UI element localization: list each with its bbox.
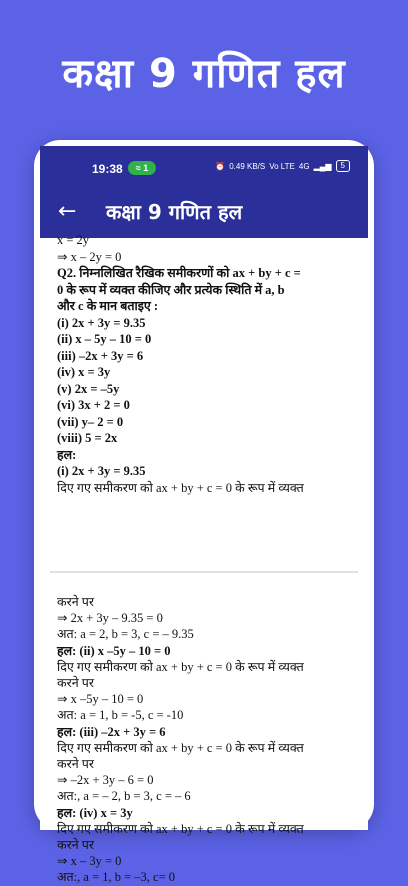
text-line: करने पर [57, 676, 94, 691]
content-area[interactable] [40, 233, 368, 885]
text-line: अत:, a = 1, b = –3, c= 0 [57, 870, 176, 885]
signal-icon: ▂▄▆ [313, 161, 332, 171]
text-line: ⇒ –2x + 3y – 6 = 0 [57, 773, 154, 788]
promo-title: कक्षा 9 गणित हल [62, 51, 346, 97]
text-line: ⇒ x –5y – 10 = 0 [57, 692, 144, 707]
solution-heading: हल: (iv) x = 3y [57, 805, 133, 820]
list-item: (iv) x = 3y [57, 365, 111, 379]
text-line: ⇒ x – 3y = 0 [57, 854, 122, 869]
divider [50, 571, 358, 573]
app-title: कक्षा 9 गणित हल [106, 200, 243, 224]
volte-indicator: Vo LTE [269, 161, 295, 171]
alarm-icon: ⏰ [215, 161, 226, 171]
solution-line: (i) 2x + 3y = 9.35 [57, 464, 146, 478]
text-line: अत: a = 1, b = -5, c = -10 [57, 708, 184, 723]
text-line: करने पर [57, 838, 94, 853]
list-item: (viii) 5 = 2x [57, 431, 118, 445]
list-item: (vii) y– 2 = 0 [57, 414, 124, 429]
back-arrow-icon[interactable]: ← [58, 199, 77, 224]
list-item: (i) 2x + 3y = 9.35 [57, 315, 146, 330]
app-bar [40, 186, 368, 238]
text-line: दिए गए समीकरण को ax + by + c = 0 के रूप में व्यक्त [57, 740, 304, 755]
solution-block [57, 594, 357, 886]
solution-heading: हल: (ii) x –5y – 10 = 0 [57, 643, 171, 658]
list-item: (v) 2x = –5y [57, 381, 120, 396]
speed-indicator: 0.49 KB/S [229, 161, 266, 171]
battery-icon: 5 [336, 160, 350, 172]
text-line: करने पर [57, 595, 94, 609]
text-line: ⇒ 2x + 3y – 9.35 = 0 [57, 611, 163, 626]
network-badge: ≈ 1 [128, 161, 156, 175]
text-line: x = 2y [57, 233, 90, 247]
text-line: ⇒ x – 2y = 0 [57, 249, 122, 264]
phone-screen [40, 146, 368, 885]
status-bar [40, 146, 368, 186]
text-line: करने पर [57, 757, 94, 772]
solution-heading: हल: (iii) –2x + 3y = 6 [57, 724, 166, 739]
text-line: अत:, a = – 2, b = 3, c = – 6 [57, 789, 191, 804]
text-line: दिए गए समीकरण को ax + by + c = 0 के रूप में व्यक्त [57, 480, 304, 495]
text-line: अत: a = 2, b = 3, c = – 9.35 [57, 627, 194, 642]
question-text: और c के मान बताइए : [57, 299, 159, 313]
list-item: (iii) –2x + 3y = 6 [57, 348, 144, 363]
solution-heading: हल: [57, 447, 77, 462]
phone-frame [34, 140, 374, 885]
text-line: दिए गए समीकरण को ax + by + c = 0 के रूप में व्यक्त [57, 659, 304, 674]
network-type: 4G [298, 161, 310, 171]
list-item: (ii) x – 5y – 10 = 0 [57, 332, 152, 346]
question-text: Q2. निम्नलिखित रैखिक समीकरणों को ax + by + c = [57, 266, 301, 280]
text-line: दिए गए समीकरण को ax + by + c = 0 के रूप में व्यक्त [57, 821, 304, 836]
status-right [215, 160, 350, 172]
question-text: 0 के रूप में व्यक्त कीजिए और प्रत्येक स्थिति में a, b [57, 282, 285, 297]
question-block [57, 232, 357, 496]
status-time: 19:38 [92, 162, 123, 176]
list-item: (vi) 3x + 2 = 0 [57, 398, 130, 412]
